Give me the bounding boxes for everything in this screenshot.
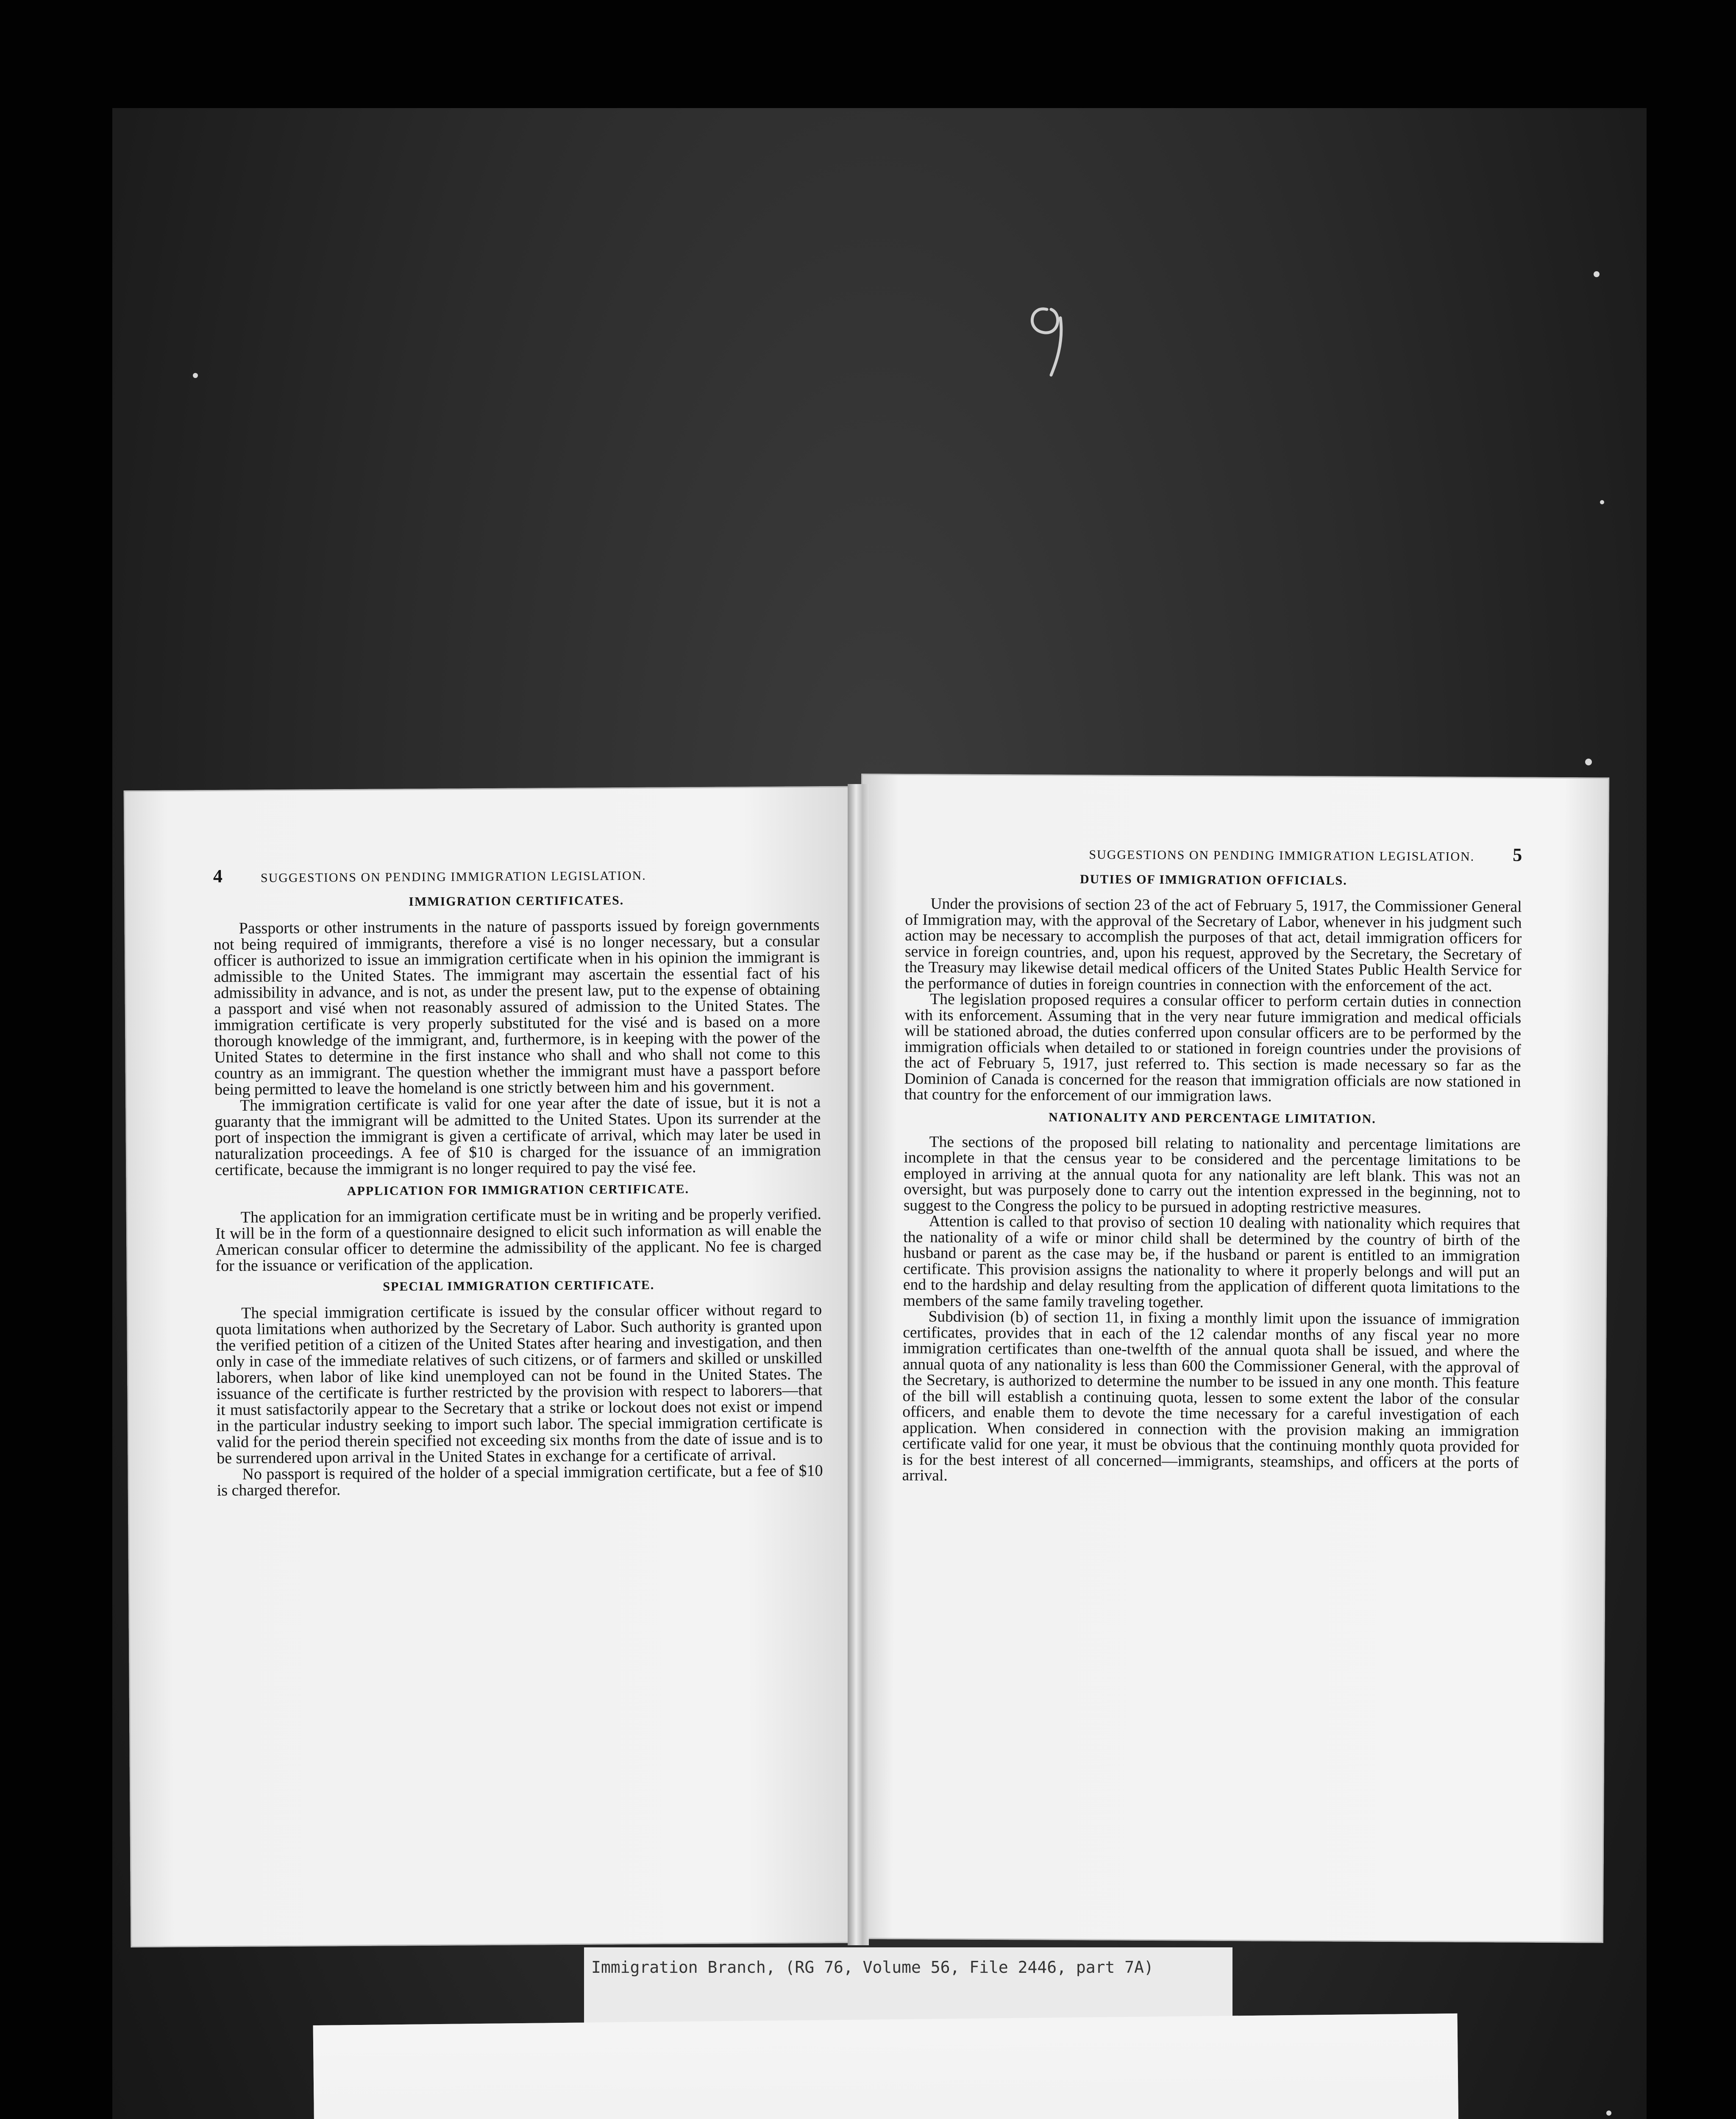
paragraph: No passport is required of the holder of a special immigration certificate, but a fee of $10 is charged therefor.: [217, 1462, 823, 1499]
archive-card-surface: [313, 2013, 1463, 2119]
paragraph: The special immigration certificate is issued by the consular officer without regard to quota limitations when authorized by the Secretary of Labor. Such authority is granted upon the verified petition of a citizen of the United States after hearing and investigation, and then only in case of the immediate relatives of such citizens, or of farmers and skilled or unskilled laborers, when labor of like kind unemployed can not be found in the United States. The issuance of the certificate is further restricted by the provision with respect to laborers—that it must satisfactorily appear to the Secretary that a strike or lockout does not exist or impend in the particular industry seeking to import such labor. The special immigration certificate is valid for the period therein specified not exceeding six months from the date of issue and is to be surrendered upon arrival in the United States in exchange for a certificate of arrival.: [216, 1301, 823, 1467]
paragraph: The application for an immigration certificate must be in writing and be properly verified. It will be in the form of a questionnaire designed to elicit such information as will enable the American consular officer to determine the admissibility of the applicant. No fee is charged for the issuance or verification of the application.: [215, 1205, 822, 1275]
section-heading: NATIONALITY AND PERCENTAGE LIMITATION.: [1048, 1110, 1376, 1126]
handwritten-page-mark: [1021, 297, 1072, 381]
film-speck: [193, 373, 198, 378]
paragraph: The sections of the proposed bill relating to nationality and percentage limitations are incomplete in that the census year to be considered and the percentage limitations to be employed in arriving at the annual quota for any nationality are left blank. This was not an oversight, but was purposely done to carry out the intention expressed in the beginning, not to suggest to the Congress the policy to be pursued in adopting restrictive measures.: [903, 1133, 1521, 1217]
book-gutter: [848, 784, 869, 1945]
film-speck: [1600, 500, 1604, 504]
film-speck: [1594, 271, 1600, 277]
paragraph: The immigration certificate is valid for one year after the date of issue, but it is not a guaranty that the immigrant will be admitted to the United States. Upon its surrender at the port of inspection the immigrant is given a certificate of arrival, which may later be used in naturalization proceedings. A fee of $10 is charged for the issuance of an immigration certificate, because the immigrant is no longer required to pay the visé fee.: [214, 1093, 821, 1179]
paragraph: The legislation proposed requires a consular officer to perform certain duties in connection with its enforcement. Assuming that in the very near future immigration and medical officials will be stationed abroad, the duties conferred upon consular officers are to be performed by the immigration officials when detailed to or stationed in foreign countries under the provisions of the act of February 5, 1917, just referred to. This section is made necessary so far as the Dominion of Canada is concerned for the reason that immigration officials are now stationed in that country for the enforcement of our immigration laws.: [904, 990, 1522, 1105]
paragraph: Under the provisions of section 23 of the act of February 5, 1917, the Commissioner General of Immigration may, with the approval of the Secretary of Labor, whenever in his judgment such action may be necessary to accomplish the purposes of that act, detail immigration officers for service in foreign countries, and, upon his request, approved by the Secretary, the Secretary of the Treasury may likewise detail medical officers of the United States Public Health Service for the performance of duties in foreign countries in connection with the enforcement of the act.: [904, 895, 1522, 995]
paragraph: Attention is called to that proviso of section 10 dealing with nationality which requires that the nationality of a wife or minor child shall be determined by the country of birth of the husband or parent as the case may be, if the husband or parent is entitled to an immigration certificate. This provision assigns the nationality to where it properly belongs and will put an end to the hardship and delay resulting from the application of different quota limitations to the members of the same family traveling together.: [903, 1212, 1520, 1311]
paragraph: Subdivision (b) of section 11, in fixing a monthly limit upon the issuance of immigration certificates, provides that in each of the 12 calendar months of any fiscal year no more immigration certificates than one-twelfth of the annual quota shall be issued, and where the annual quota of any nationality is less than 600 the Commissioner General, with the approval of the Secretary, is authorized to determine the number to be issued in any one month. This feature of the bill will establish a continuing quota, lessen to some extent the labor of the consular officers, and enable them to devote the time necessary for a careful investigation of each application. When considered in connection with the provision making an immigration certificate valid for one year, it must be obvious that the continuing monthly quota provided for is for the best interest of all concerned—immigrants, steamships, and officers at the ports of arrival.: [902, 1308, 1520, 1485]
page-number: 4: [213, 865, 223, 887]
section-heading: IMMIGRATION CERTIFICATES.: [409, 893, 624, 909]
film-speck: [1606, 2111, 1611, 2116]
right-page: [855, 773, 1609, 1943]
archive-stamp-card: [313, 2013, 1463, 2119]
film-speck: [1585, 759, 1592, 765]
left-page: [124, 786, 860, 1947]
section-heading: DUTIES OF IMMIGRATION OFFICIALS.: [1079, 872, 1347, 888]
running-head-title: SUGGESTIONS ON PENDING IMMIGRATION LEGISLATION.: [260, 868, 646, 885]
paragraph: Passports or other instruments in the nature of passports issued by foreign governments not being required of immigrants, therefore a visé is no longer necessary, but a consular officer is authorized to issue an immigration certificate when in his opinion the immigrant is admissible to the United States. The immigrant may ascertain the essential fact of his admissibility in advance, and is not, as under the present law, put to the expense of obtaining a passport and visé when not reasonably assured of admission to the United States. The immigration certificate is very properly substituted for the visé and is based on a more thorough knowledge of the immigrant, and, furthermore, is in keeping with the power of the United States to determine in the first instance who shall and who shall not come to this country as an immigrant. The question whether the immigrant must have a passport before being permitted to leave the homeland is one strictly between him and his government.: [213, 916, 821, 1098]
running-head-title: SUGGESTIONS ON PENDING IMMIGRATION LEGISLATION.: [1089, 848, 1475, 864]
left-page-content: [213, 865, 823, 1499]
open-book-spread: [127, 776, 1606, 1954]
reference-label: Immigration Branch, (RG 76, Volume 56, File 2446, part 7A): [591, 1958, 1154, 1977]
section-heading: SPECIAL IMMIGRATION CERTIFICATE.: [383, 1278, 655, 1294]
running-head: [213, 865, 819, 887]
running-head: [905, 844, 1522, 865]
right-page-content: [902, 844, 1522, 1487]
page-number: 5: [1513, 844, 1522, 865]
section-heading: APPLICATION FOR IMMIGRATION CERTIFICATE.: [347, 1182, 690, 1199]
